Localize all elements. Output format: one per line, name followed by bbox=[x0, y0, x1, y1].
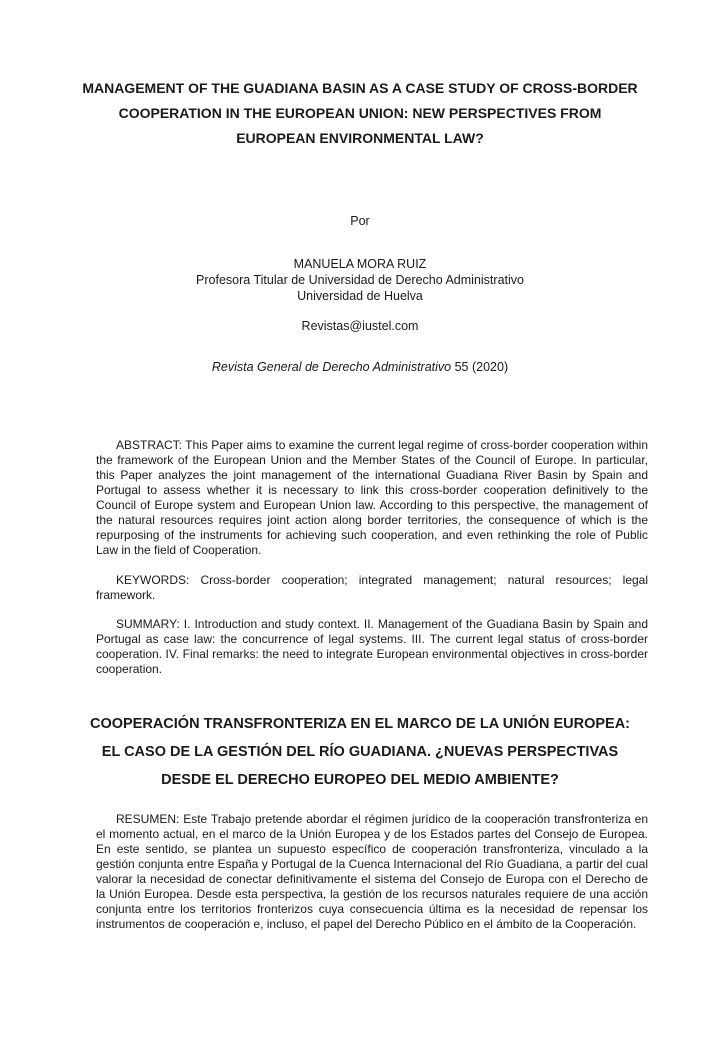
abstract-paragraph bbox=[96, 438, 648, 558]
author-position: Profesora Titular de Universidad de Derecho Administrativo bbox=[196, 273, 524, 287]
spanish-title: COOPERACIÓN TRANSFRONTERIZA EN EL MARCO DE LA UNIÓN EUROPEA: EL CASO DE LA GESTIÓN DEL RÍO GUADIANA. ¿NUEVAS PERSPECTIVAS DESDE EL DERECHO EUROPEO DEL MEDIO AMBIENTE? bbox=[89, 716, 630, 788]
keywords-paragraph bbox=[96, 573, 648, 603]
resumen-paragraph bbox=[96, 812, 648, 932]
abstract-text: ABSTRACT: This Paper aims to examine the current legal regime of cross-border cooperation within the framework of the European Union and the Member States of the Council of Europe. In particular, this Paper analyzes the joint management of the international Guadiana River Basin by Spain and Portugal to assess whether it is necessary to link this cross-border cooperation definitively to the Council of Europe system and European Union law. According to this perspective, the management of the natural resources requires joint action along border territories, the consequence of which is the repurposing of the instruments for achieving such cooperation, and even rethinking the role of Public Law in the field of Cooperation. bbox=[96, 438, 648, 557]
author-email: Revistas@iustel.com bbox=[301, 319, 419, 333]
author-block bbox=[0, 256, 720, 304]
journal-citation bbox=[0, 359, 720, 375]
english-title: MANAGEMENT OF THE GUADIANA BASIN AS A CASE STUDY OF CROSS-BORDER COOPERATION IN THE EUROPEAN UNION: NEW PERSPECTIVES FROM EUROPEAN ENVIRONMENTAL LAW? bbox=[82, 80, 638, 146]
resumen-text: RESUMEN: Este Trabajo pretende abordar el régimen jurídico de la cooperación transfronteriza en el momento actual, en el marco de la Unión Europea y de los Estados partes del Consejo de Europea. En este sentido, se plantea un supuesto específico de cooperación transfronteriza, vinculado a la gestión conjunta entre España y Portugal de la Cuenca Internacional del Río Guadiana, a partir del cual valorar la necesidad de conectar definitivamente el sistema del Consejo de Europa con el Derecho de la Unión Europea. Desde esta perspectiva, la gestión de los recursos naturales requiere de una acción conjunta entre los territorios fronterizos cuya consecuencia última es la necesidad de repensar los instrumentos de cooperación e, incluso, el papel del Derecho Público en el ámbito de la Cooperación. bbox=[96, 812, 648, 931]
author-name: MANUELA MORA RUIZ bbox=[293, 257, 427, 271]
journal-name: Revista General de Derecho Administrativo bbox=[211, 360, 452, 374]
author-affiliation: Universidad de Huelva bbox=[297, 289, 423, 303]
summary-paragraph bbox=[96, 617, 648, 677]
summary-text: SUMMARY: I. Introduction and study context. II. Management of the Guadiana Basin by Spain and Portugal as case law: the concurrence of legal systems. III. The current legal status of cross-border cooperation. IV. Final remarks: the need to integrate European environmental objectives in cross-border cooperation. bbox=[96, 617, 648, 676]
keywords-text: KEYWORDS: Cross-border cooperation; integrated management; natural resources; legal framework. bbox=[96, 573, 648, 602]
journal-issue: 55 (2020) bbox=[454, 360, 509, 374]
by-label: Por bbox=[350, 214, 370, 228]
